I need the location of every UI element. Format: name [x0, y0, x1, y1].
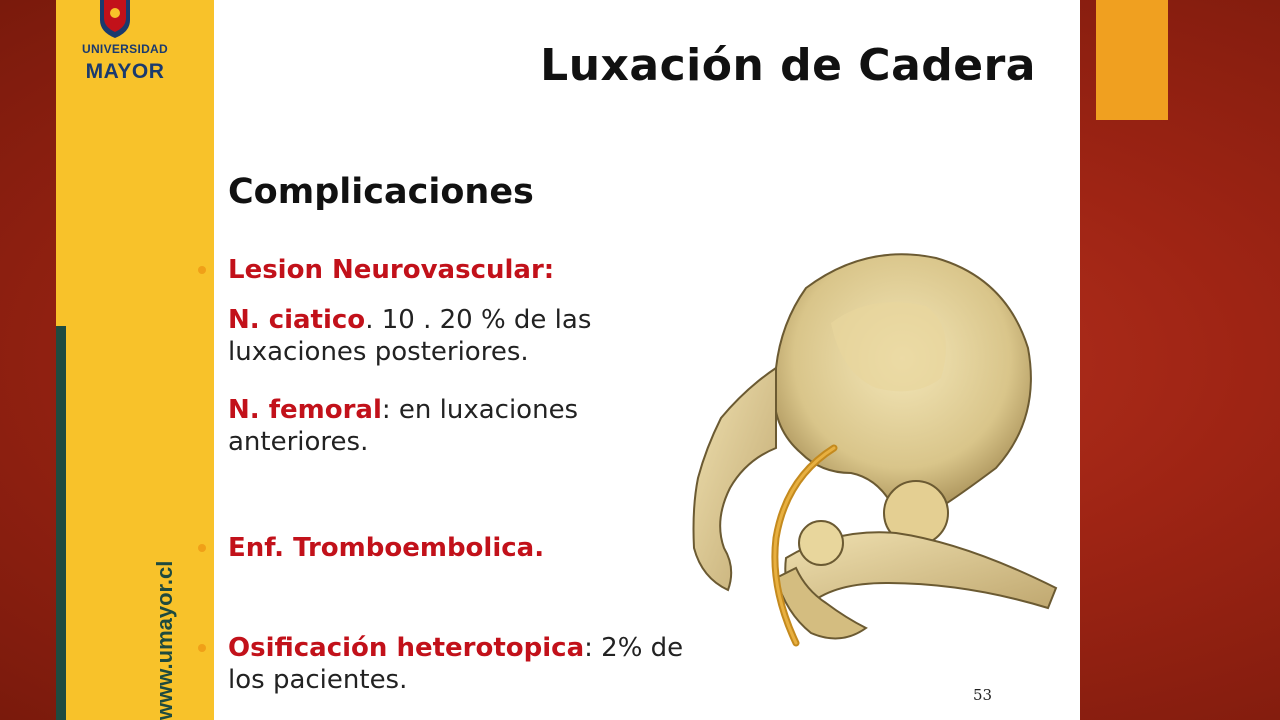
- pelvis-bone-illustration: [636, 248, 1058, 668]
- sub-item-text: . 10 . 20 % de las: [365, 305, 592, 335]
- sub-item: [228, 304, 591, 368]
- sub-item-text-line2: luxaciones posteriores.: [228, 337, 529, 367]
- slide-title: Luxación de Cadera: [540, 40, 1036, 91]
- bullet-text: : 2% de: [584, 633, 684, 663]
- logo-line2: MAYOR: [85, 60, 165, 83]
- bullet-item: [228, 532, 544, 564]
- university-logo: [70, 38, 180, 84]
- logo-line1: UNIVERSIDAD: [82, 42, 168, 56]
- bullet-item: [228, 632, 683, 696]
- bullet-dot: [198, 644, 206, 652]
- sidebar-edge-stripe: [56, 326, 66, 720]
- bullet-text-line2: los pacientes.: [228, 665, 408, 695]
- website-url: www.umayor.cl: [152, 560, 177, 720]
- slide: [56, 0, 1080, 720]
- bullet-item: [228, 254, 554, 286]
- page-number: 53: [973, 686, 993, 704]
- sub-item-label: N. ciatico: [228, 305, 366, 335]
- bullet-dot: [198, 544, 206, 552]
- bullet-label: Lesion Neurovascular:: [228, 255, 555, 285]
- bullet-dot: [198, 266, 206, 274]
- sub-item-text-line2: anteriores.: [228, 427, 369, 457]
- sub-item-text: : en luxaciones: [381, 395, 579, 425]
- sub-item-label: N. femoral: [228, 395, 382, 425]
- university-crest-icon: [96, 0, 134, 38]
- slide-subtitle: Complicaciones: [228, 172, 534, 212]
- bullet-label: Osificación heterotopica: [228, 633, 585, 663]
- accent-box: [1096, 0, 1168, 120]
- bullet-label: Enf. Tromboembolica.: [228, 533, 545, 563]
- brand-sidebar: [56, 0, 214, 720]
- sub-item: [228, 394, 578, 458]
